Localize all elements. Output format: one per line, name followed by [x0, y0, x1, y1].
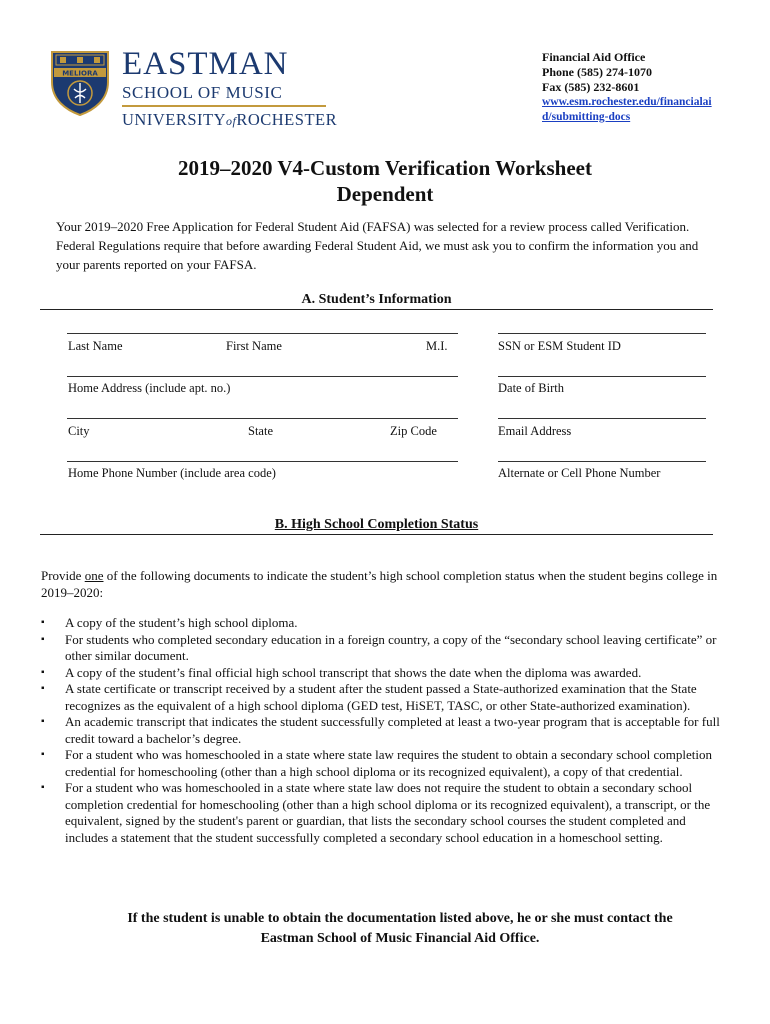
intro-paragraph: Your 2019–2020 Free Application for Federal Student Aid (FAFSA) was selected for a review process called Verification. Federal Regulations require that before awarding Federal Student Aid, we must ask you to confirm the information you and your parents reported on your FAFSA. — [56, 219, 699, 272]
list-item: ▪ For a student who was homeschooled in a state where state law requires the student to obtain a secondary school completion credential for homeschooling (other than a high school diploma or its recognized equivalent), a copy of that credential. — [41, 747, 712, 779]
home-phone-line[interactable] — [67, 461, 458, 462]
first-name-label: First Name — [226, 339, 282, 353]
section-b-paragraph: Provide one of the following documents to indicate the student’s high school completion status when the student begins college in 2019–2020: — [41, 568, 718, 600]
list-item: ▪ An academic transcript that indicates the student successfully completed at least a two-year program that is acceptable for full credit toward a bachelor’s degree. — [41, 714, 720, 746]
email-label: Email Address — [498, 424, 572, 438]
logo-divider — [122, 105, 326, 107]
ssn-line[interactable] — [498, 333, 706, 334]
list-item: ▪ For a student who was homeschooled in a state where state law does not require the student to obtain a secondary school completion credential for homeschooling (other than a high school diploma or its recognized equivalent), a transcript, or the equivalent, signed by the student's parent or guardian, that lists the secondary school courses the student completed and includes a statement that the student successfully completed a secondary school education in a homeschool setting. — [41, 780, 711, 845]
list-item: ▪ A state certificate or transcript received by a student after the student passed a State-authorized examination that the State recognizes as the equivalent of a high school diploma (GED test, HiSET, TASC, or other State-authorized examination). — [41, 681, 697, 713]
state-label: State — [248, 424, 273, 438]
office-name: Financial Aid Office — [542, 50, 646, 64]
logo-eastman: EASTMAN — [122, 46, 289, 82]
bullet-icon: ▪ — [41, 617, 45, 628]
bullet-icon: ▪ — [41, 633, 45, 645]
home-address-line[interactable] — [67, 376, 458, 377]
office-phone: Phone (585) 274-1070 — [542, 65, 652, 79]
city-state-zip-line[interactable] — [67, 418, 458, 419]
mi-label: M.I. — [426, 339, 448, 353]
document-list — [41, 615, 731, 846]
eastman-crest-icon — [48, 48, 112, 116]
list-item: ▪ A copy of the student’s high school diploma. — [41, 615, 298, 630]
zip-label: Zip Code — [390, 424, 437, 438]
section-b-heading: B. High School Completion Status — [40, 517, 713, 535]
crest-motto: MELIORA — [62, 69, 98, 78]
eastman-logo — [48, 46, 338, 129]
contact-block — [542, 50, 712, 125]
page-title: 2019–2020 V4-Custom Verification Worksheet Dependent — [178, 156, 592, 206]
logo-school-of-music: SCHOOL OF MUSIC — [122, 83, 283, 102]
dob-line[interactable] — [498, 376, 706, 377]
office-fax: Fax (585) 232-8601 — [542, 80, 640, 94]
bullet-icon: ▪ — [41, 716, 45, 727]
list-item: ▪ A copy of the student’s final official high school transcript that shows the date when the diploma was awarded. — [41, 664, 642, 680]
ssn-label: SSN or ESM Student ID — [498, 339, 621, 353]
logo-university: UNIVERSITYofROCHESTER — [122, 109, 338, 129]
alt-phone-label: Alternate or Cell Phone Number — [498, 466, 661, 480]
submitting-docs-link[interactable]: www.esm.rochester.edu/financialai d/submitting-docs — [542, 96, 712, 123]
email-line[interactable] — [498, 418, 706, 419]
name-line[interactable] — [67, 333, 458, 334]
closing-statement: If the student is unable to obtain the documentation listed above, he or she must contact the Eastman School of Music Financial Aid Office. — [127, 911, 673, 946]
section-a-heading: A. Student’s Information — [40, 292, 713, 310]
bullet-icon: ▪ — [41, 666, 45, 678]
bullet-icon: ▪ — [41, 749, 45, 760]
bullet-icon: ▪ — [41, 782, 45, 793]
bullet-icon: ▪ — [41, 683, 45, 694]
city-label: City — [68, 424, 90, 438]
home-phone-label: Home Phone Number (include area code) — [68, 466, 276, 480]
alt-phone-line[interactable] — [498, 461, 706, 462]
list-item: ▪ For students who completed secondary education in a foreign country, a copy of the “secondary school leaving certificate” or other similar document. — [41, 631, 717, 663]
home-address-label: Home Address (include apt. no.) — [68, 381, 231, 395]
last-name-label: Last Name — [68, 339, 123, 353]
dob-label: Date of Birth — [498, 381, 564, 395]
